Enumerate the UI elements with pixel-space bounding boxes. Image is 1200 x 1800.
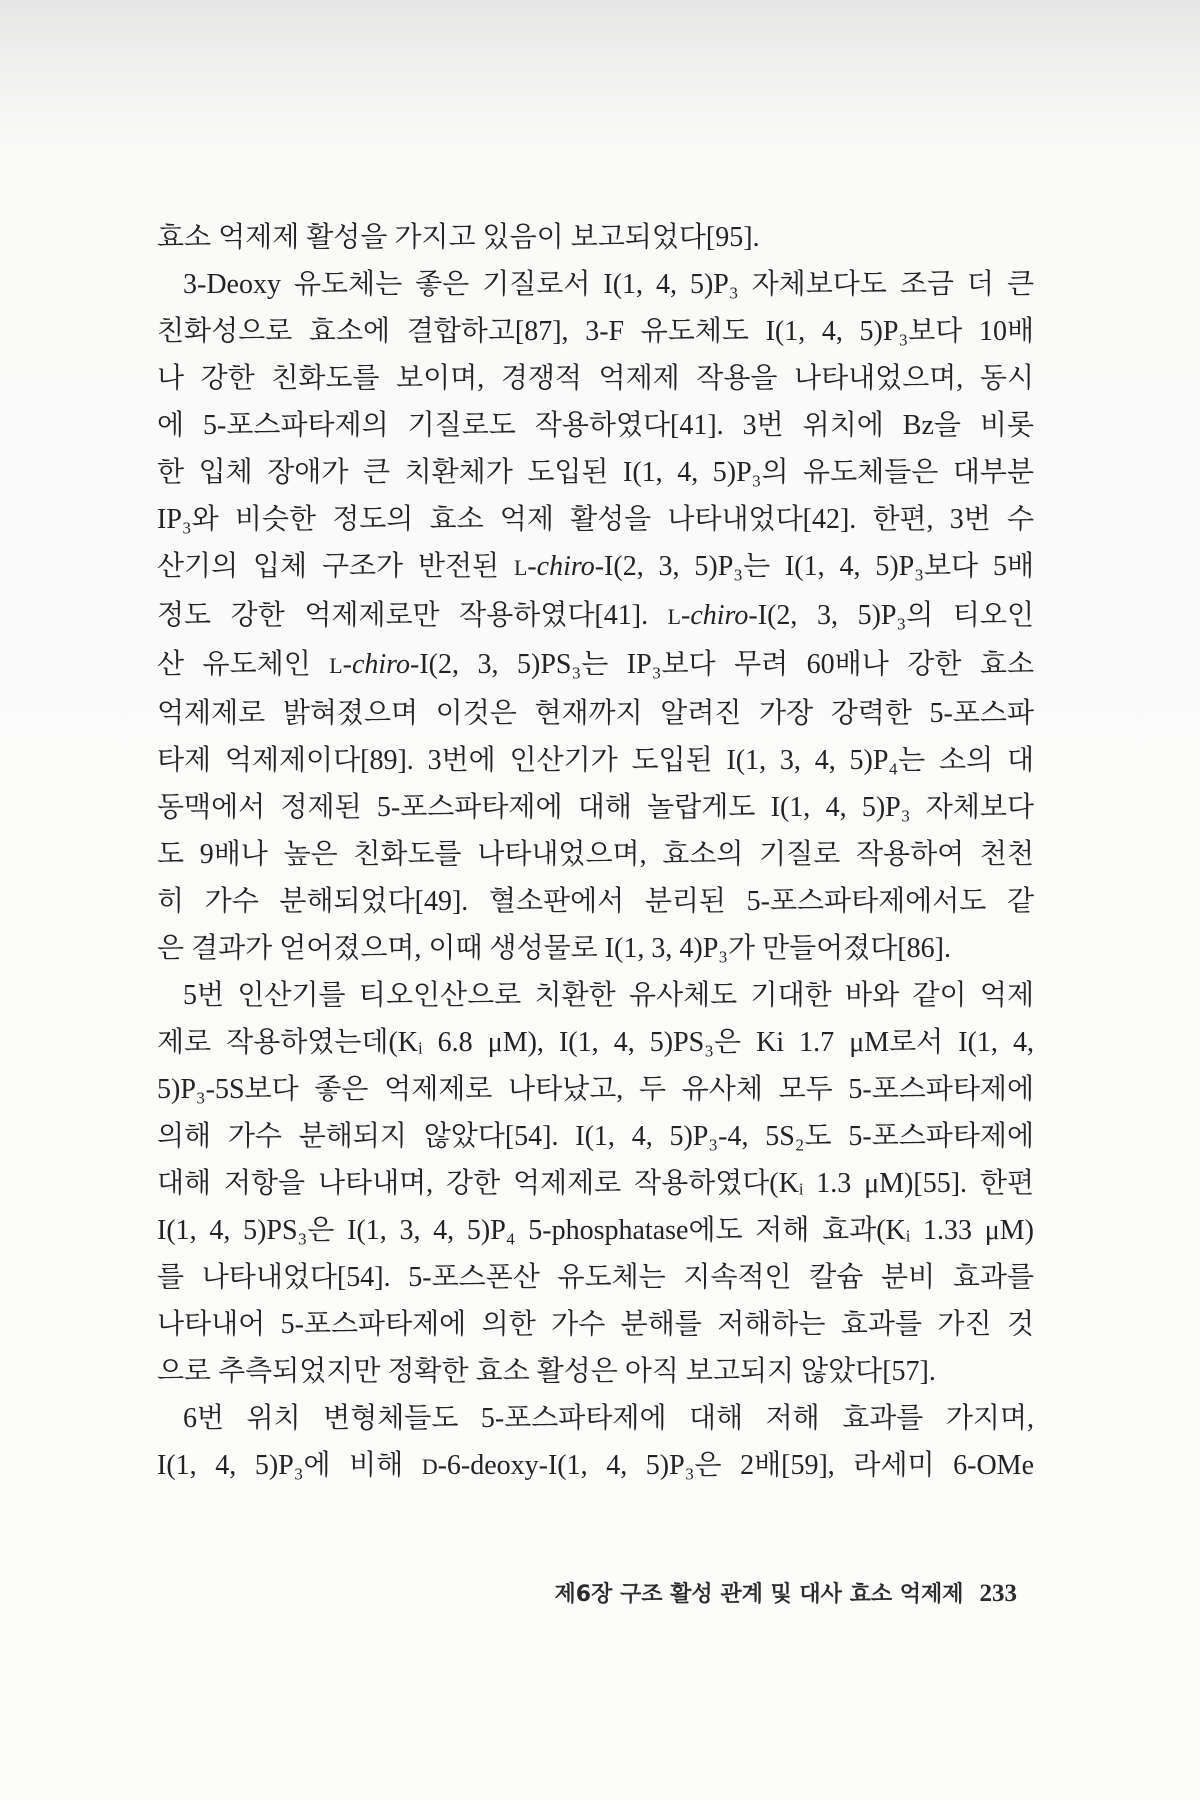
text-run: -I(2, 3, 5)P₃의 티오인	[748, 600, 1034, 631]
text-run: -	[527, 551, 537, 582]
text-run: 의해 가수 분해되지 않았다[54]. I(1, 4, 5)P₃-4, 5S₂도 5-포스파타제에	[157, 1121, 1034, 1152]
body-text	[157, 214, 1034, 1491]
small-caps-run: D	[421, 1455, 438, 1479]
text-run: 5번 인산기를 티오인산으로 치환한 유사체도 기대한 바와 같이 억제	[183, 980, 1034, 1011]
text-run: -6-deoxy-I(1, 4, 5)P₃은 2배[59], 라세미 6-OMe	[437, 1450, 1034, 1481]
text-run: 대해 저항을 나타내며, 강한 억제제로 작용하였다(Kᵢ 1.3 μM)[55]. 한편	[157, 1168, 1034, 1199]
italic-run: chiro	[690, 600, 749, 631]
text-line	[157, 402, 1034, 449]
paragraph	[157, 214, 1034, 261]
text-run: 타제 억제제이다[89]. 3번에 인산기가 도입된 I(1, 3, 4, 5)P₄는 소의 대	[157, 745, 1034, 776]
text-line	[157, 543, 1034, 592]
text-line	[157, 1207, 1034, 1254]
text-run: 은 결과가 얻어졌으며, 이때 생성물로 I(1, 3, 4)P₃가 만들어졌다[86].	[157, 933, 951, 964]
text-run: 5)P₃-5S보다 좋은 억제제로 나타났고, 두 유사체 모두 5-포스파타제에	[157, 1074, 1034, 1105]
text-run: IP₃와 비슷한 정도의 효소 억제 활성을 나타내었다[42]. 한편, 3번 수	[157, 504, 1034, 535]
text-run: 동맥에서 정제된 5-포스파타제에 대해 놀랍게도 I(1, 4, 5)P₃ 자체보다	[157, 792, 1034, 823]
text-run: 6번 위치 변형체들도 5-포스파타제에 대해 저해 효과를 가지며,	[183, 1403, 1034, 1434]
text-run: -I(2, 3, 5)PS₃는 IP₃보다 무려 60배나 강한 효소	[410, 649, 1034, 680]
text-line	[157, 878, 1034, 925]
small-caps-run: L	[329, 654, 343, 678]
text-run: -	[681, 600, 691, 631]
paragraph	[157, 1395, 1034, 1491]
text-run: 에 5-포스파타제의 기질로도 작용하였다[41]. 3번 위치에 Bz을 비롯	[157, 410, 1034, 441]
text-run: I(1, 4, 5)PS₃은 I(1, 3, 4, 5)P₄ 5-phosphatase에도 저해 효과(Kᵢ 1.33 μM)	[157, 1215, 1034, 1246]
text-run: 히 가수 분해되었다[49]. 혈소판에서 분리된 5-포스파타제에서도 같	[157, 886, 1034, 917]
text-run: -I(2, 3, 5)P₃는 I(1, 4, 5)P₃보다 5배	[594, 551, 1034, 582]
text-run: 를 나타내었다[54]. 5-포스폰산 유도체는 지속적인 칼슘 분비 효과를	[157, 1262, 1034, 1293]
text-line	[157, 1113, 1034, 1160]
text-line	[157, 308, 1034, 355]
text-line	[157, 641, 1034, 690]
text-line	[157, 1254, 1034, 1301]
text-run: 정도 강한 억제제로만 작용하였다[41].	[157, 600, 668, 631]
italic-run: chiro	[536, 551, 595, 582]
text-run: 한 입체 장애가 큰 치환체가 도입된 I(1, 4, 5)P₃의 유도체들은 대부분	[157, 457, 1034, 488]
text-run: 도 9배나 높은 친화도를 나타내었으며, 효소의 기질로 작용하여 천천	[157, 839, 1034, 870]
text-line	[157, 355, 1034, 402]
small-caps-run: L	[513, 556, 528, 580]
text-run: -	[342, 649, 352, 680]
text-line	[157, 784, 1034, 831]
text-line	[157, 449, 1034, 496]
text-line	[157, 690, 1034, 737]
text-run: 억제제로 밝혀졌으며 이것은 현재까지 알려진 가장 강력한 5-포스파	[157, 698, 1034, 729]
text-run: 산기의 입체 구조가 반전된	[157, 551, 514, 582]
text-run: 제로 작용하였는데(Kᵢ 6.8 μM), I(1, 4, 5)PS₃은 Ki 1.7 μM로서 I(1, 4,	[157, 1027, 1034, 1058]
text-run: I(1, 4, 5)P₃에 비해	[157, 1450, 422, 1481]
text-line	[157, 1160, 1034, 1207]
text-run: 3-Deoxy 유도체는 좋은 기질로서 I(1, 4, 5)P₃ 자체보다도 조금 더 큰	[183, 269, 1034, 300]
paragraph	[157, 972, 1034, 1395]
paragraph	[157, 261, 1034, 972]
text-line	[157, 831, 1034, 878]
text-run: 산 유도체인	[157, 649, 330, 680]
text-line	[157, 1301, 1034, 1348]
text-line	[157, 1348, 1034, 1395]
italic-run: chiro	[351, 649, 411, 680]
text-line	[157, 261, 1034, 308]
text-run: 친화성으로 효소에 결합하고[87], 3-F 유도체도 I(1, 4, 5)P₃보다 10배	[157, 316, 1034, 347]
text-run: 나타내어 5-포스파타제에 의한 가수 분해를 저해하는 효과를 가진 것	[157, 1309, 1034, 1340]
text-line	[157, 1019, 1034, 1066]
small-caps-run: L	[667, 605, 682, 629]
text-line	[157, 1395, 1034, 1442]
text-line	[157, 214, 1034, 261]
text-line	[157, 592, 1034, 641]
page-footer	[555, 1576, 1017, 1615]
running-title: 제6장 구조 활성 관계 및 대사 효소 억제제	[554, 1582, 964, 1607]
text-line	[157, 1442, 1034, 1491]
text-line	[157, 972, 1034, 1019]
text-line	[157, 925, 1034, 972]
text-line	[157, 1066, 1034, 1113]
text-run: 나 강한 친화도를 보이며, 경쟁적 억제제 작용을 나타내었으며, 동시	[157, 363, 1034, 394]
text-line	[157, 496, 1034, 543]
text-line	[157, 737, 1034, 784]
text-run: 으로 추측되었지만 정확한 효소 활성은 아직 보고되지 않았다[57].	[157, 1356, 936, 1387]
page-number: 233	[979, 1580, 1017, 1607]
text-run: 효소 억제제 활성을 가지고 있음이 보고되었다[95].	[157, 222, 760, 253]
